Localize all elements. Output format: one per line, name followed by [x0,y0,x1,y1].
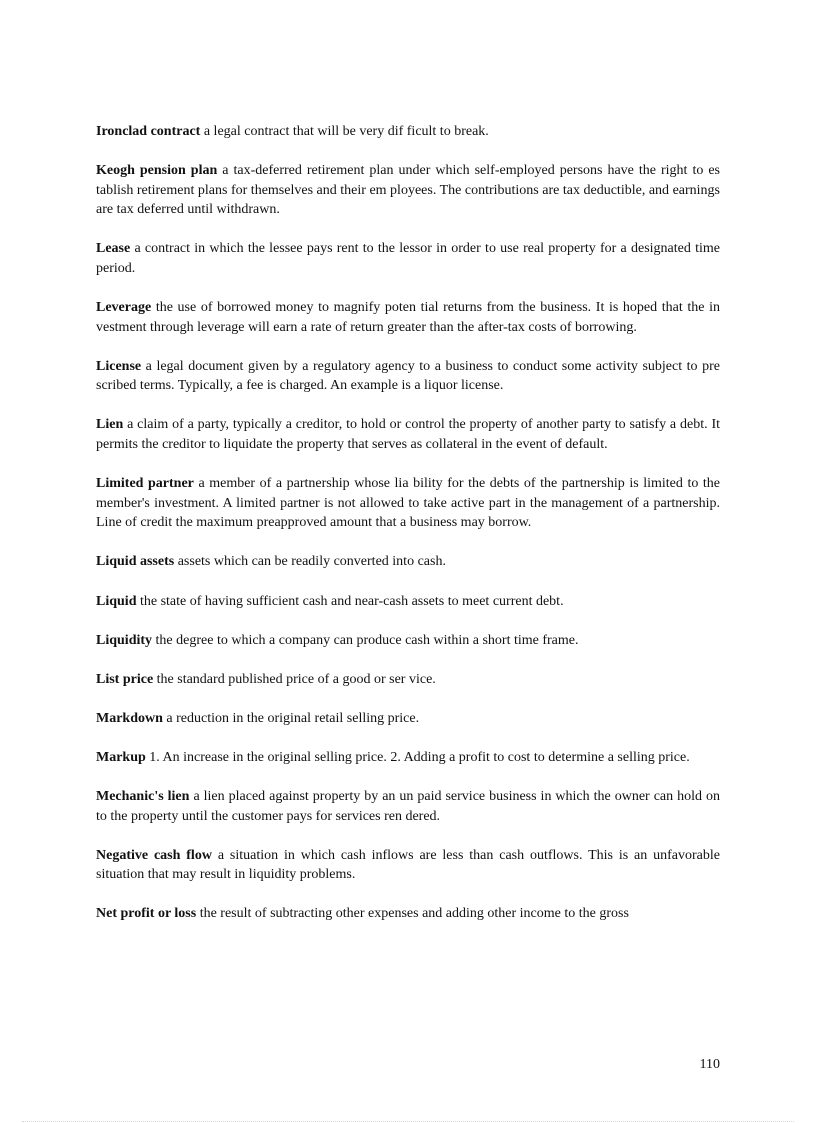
page-bottom-divider [22,1121,794,1122]
glossary-entry-ironclad-contract [96,122,720,142]
glossary-definition: the degree to which a company can produce cash within a short time frame. [155,632,579,648]
page-number: 110 [699,1057,720,1072]
glossary-entry-liquidity [96,631,720,651]
glossary-term: Liquid [96,593,137,609]
glossary-term: Markup [96,749,146,765]
glossary-entry-net-profit-or-loss [96,904,720,924]
glossary-term: Lien [96,417,124,433]
glossary-entry-negative-cash-flow [96,846,720,885]
glossary-term: Negative cash flow [96,847,212,863]
glossary-term: Markdown [96,710,163,726]
glossary-term: Liquid assets [96,554,175,570]
glossary-definition: the use of borrowed money to magnify poten tial returns from the business. It is hoped that the in vestment through leverage will earn a rate of return greater than the after-tax costs of borrowing. [96,300,720,335]
glossary-term: Leverage [96,300,152,316]
glossary-term: Mechanic's lien [96,788,190,804]
glossary-definition: a reduction in the original retail selling price. [166,710,420,726]
glossary-definition: assets which can be readily converted into cash. [177,554,446,570]
glossary-term: Limited partner [96,476,194,492]
glossary-entry-leverage [96,298,720,337]
glossary-definition: a situation in which cash inflows are less than cash outflows. This is an unfavorable situation that may result in liquidity problems. [96,847,720,883]
glossary-entry-markdown [96,709,720,729]
glossary-definition: a lien placed against property by an un paid service business in which the owner can hold on to the property until the customer pays for services ren dered. [96,788,721,824]
glossary-definition: a member of a partnership whose lia bility for the debts of the partnership is limited to the member's investment. A limited partner is not allowed to take active part in the management of a partnership. Line of credit the maximum preapproved amount that a business may borrow. [96,476,720,531]
glossary-entry-mechanics-lien [96,787,720,826]
glossary-entry-lease [96,239,720,278]
glossary-entry-keogh-pension-plan [96,161,720,220]
glossary-definition: a claim of a party, typically a creditor, to hold or control the property of another party to satisfy a debt. It permits the creditor to liquidate the property that serves as collateral in the event of default. [96,417,721,453]
glossary-definition: the state of having sufficient cash and near-cash assets to meet current debt. [139,593,564,609]
glossary-definition: a tax-deferred retirement plan under which self-employed persons have the right to es tablish retirement plans for themselves and their em ployees. The contributions are tax deductible, and earnings are tax deferred until withdrawn. [96,163,720,218]
glossary-entry-lien [96,415,720,454]
glossary-term: Keogh pension plan [96,163,218,179]
glossary-term: License [96,358,142,374]
glossary-term: Liquidity [96,632,153,648]
glossary-entry-list-price [96,670,720,690]
glossary-definition: a contract in which the lessee pays rent to the lessor in order to use real property for a designated time period. [96,241,720,276]
glossary-term: Ironclad contract [96,124,201,139]
glossary-definition: the standard published price of a good or ser vice. [156,671,436,687]
glossary-entry-liquid-assets [96,552,720,572]
glossary-term: Lease [96,241,131,257]
glossary-entry-liquid [96,592,720,612]
glossary-entry-limited-partner [96,474,720,533]
glossary-definition: a legal document given by a regulatory agency to a business to conduct some activity subject to pre scribed terms. Typically, a fee is charged. An example is a liquor license. [96,358,720,394]
glossary-entry-markup [96,748,720,768]
glossary-term: List price [96,671,154,687]
glossary-entry-license [96,357,720,396]
glossary-definition: a legal contract that will be very dif ficult to break. [203,124,489,139]
glossary-definition: the result of subtracting other expenses and adding other income to the gross [199,906,629,922]
glossary-definition: 1. An increase in the original selling price. 2. Adding a profit to cost to determine a selling price. [149,749,690,765]
glossary-entries [96,122,720,943]
glossary-term: Net profit or loss [96,906,197,922]
